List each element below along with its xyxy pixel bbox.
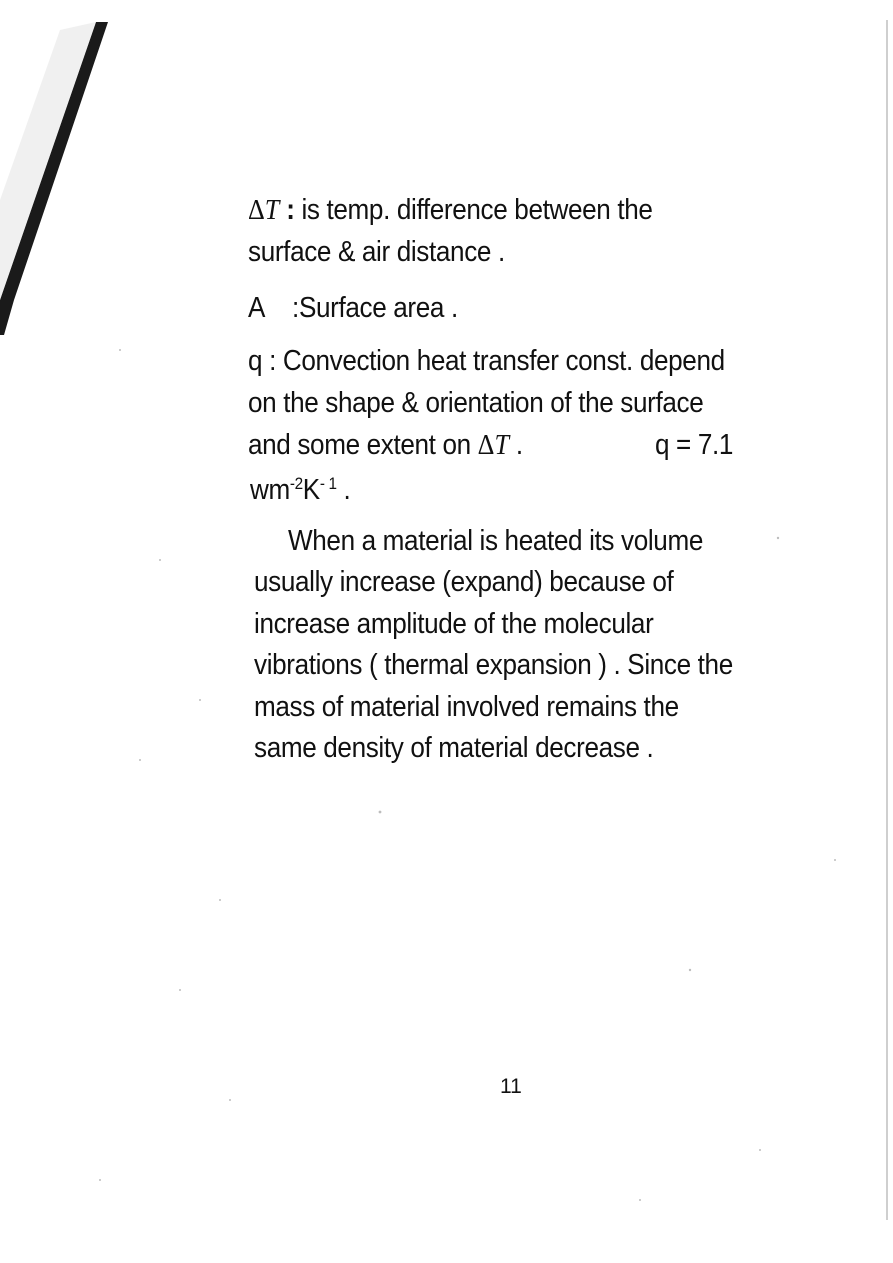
delta-t-colon: : (286, 194, 295, 226)
q-definition-line-3: and some extent on ΔT . (248, 429, 523, 461)
delta-t-definition-text: is temp. difference between the (301, 194, 653, 226)
delta-t-definition-line-2: surface & air distance . (248, 236, 505, 268)
q-value: q = 7.1 (655, 429, 734, 461)
area-symbol: A (248, 292, 266, 324)
area-definition-text: :Surface area . (292, 292, 458, 324)
q-definition-text: : Convection heat transfer const. depend (269, 345, 725, 377)
binding-shadow-soft (0, 22, 96, 300)
q-symbol: q (248, 345, 263, 377)
delta-t-symbol: ΔT (248, 194, 280, 226)
page-number: 11 (500, 1075, 522, 1098)
q-definition-line-2: on the shape & orientation of the surface (248, 387, 704, 419)
q-unit: $wm^{-2}K^{- 1}$ . (250, 474, 351, 506)
q-definition-line-1 (248, 347, 725, 376)
expansion-paragraph-line-1: When a material is heated its volume (288, 525, 703, 557)
expansion-paragraph-line-6: same density of material decrease . (254, 732, 654, 764)
right-edge-line (886, 20, 888, 1220)
expansion-paragraph-line-5: mass of material involved remains the (254, 691, 679, 723)
expansion-paragraph-line-2: usually increase (expand) because of (254, 566, 674, 598)
expansion-paragraph-line-4: vibrations ( thermal expansion ) . Since the (254, 649, 733, 681)
area-definition (248, 294, 458, 323)
expansion-paragraph-line-3: increase amplitude of the molecular (254, 608, 654, 640)
scan-specks (99, 349, 836, 1201)
delta-t-definition-line-1 (248, 196, 653, 225)
